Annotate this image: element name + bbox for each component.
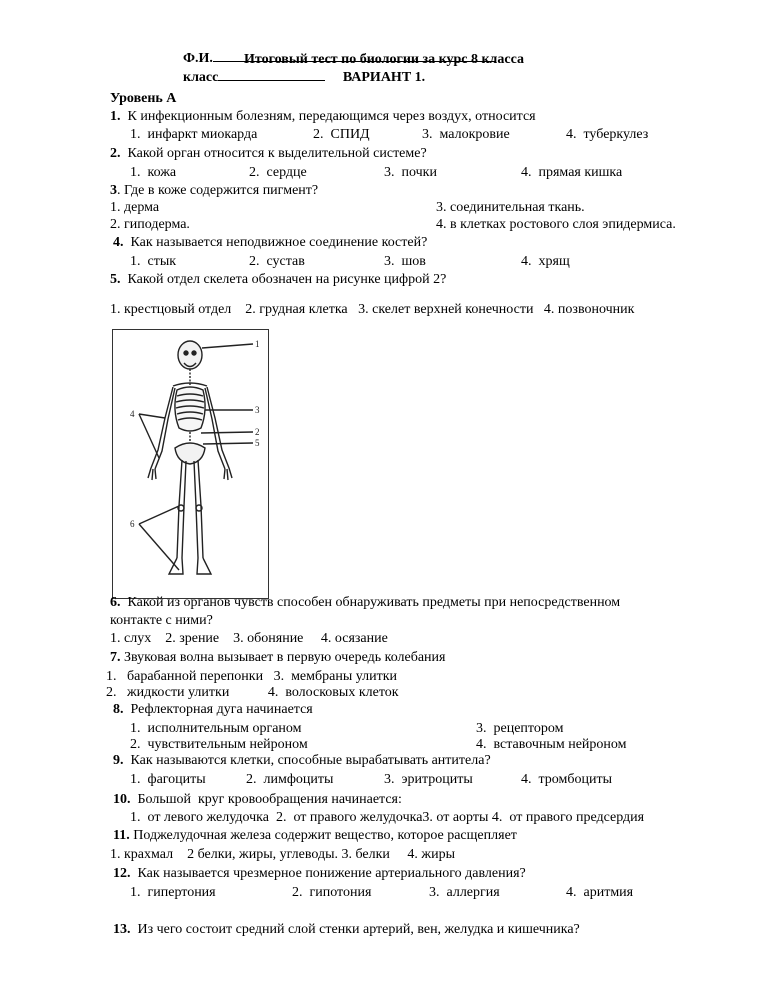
figure-label-3: 3 — [255, 405, 260, 415]
q9-answer-4: 4. тромбоциты — [521, 772, 613, 787]
q2-answer-4: 4. прямая кишка — [521, 165, 623, 180]
skeleton-drawing — [113, 330, 268, 598]
q11-answers: 1. крахмал 2 белки, жиры, углеводы. 3. белки 4. жиры — [110, 847, 455, 862]
q4-answer-4: 4. хрящ — [521, 254, 570, 269]
question-7: 7. Звуковая волна вызывает в первую очередь колебания — [110, 650, 446, 665]
q12-answer-4: 4. аритмия — [566, 885, 634, 900]
q8-answer-4: 4. вставочным нейроном — [476, 737, 627, 752]
q2-answer-2: 2. сердце — [249, 165, 307, 180]
skeleton-figure — [112, 329, 269, 599]
figure-label-1: 1 — [255, 339, 260, 349]
level-title: Уровень А — [110, 91, 177, 106]
q4-answer-1: 1. стык — [130, 254, 177, 269]
question-5: 5. Какой отдел скелета обозначен на рисунке цифрой 2? — [110, 272, 447, 287]
test-title: Итоговый тест по биологии за курс 8 класса — [244, 52, 524, 67]
question-8: 8. Рефлекторная дуга начинается — [113, 702, 313, 717]
question-6: 6. Какой из органов чувств способен обнаруживать предметы при непосредственном — [110, 595, 621, 610]
question-12: 12. Как называется чрезмерное понижение артериального давления? — [113, 866, 526, 881]
q8-answer-3: 3. рецептором — [476, 721, 564, 736]
question-4: 4. Как называется неподвижное соединение костей? — [113, 235, 428, 250]
q9-answer-1: 1. фагоциты — [130, 772, 206, 787]
figure-label-6: 6 — [130, 519, 135, 529]
q12-answer-2: 2. гипотония — [292, 885, 372, 900]
question-2: 2. Какой орган относится к выделительной системе? — [110, 146, 427, 161]
q6-answers: 1. слух 2. зрение 3. обоняние 4. осязание — [110, 631, 388, 646]
q4-answer-3: 3. шов — [384, 254, 426, 269]
question-9: 9. Как называются клетки, способные вырабатывать антитела? — [113, 753, 491, 768]
q12-answer-3: 3. аллергия — [429, 885, 500, 900]
variant-title: ВАРИАНТ 1. — [342, 70, 426, 85]
fio-label: Ф.И. — [183, 51, 213, 66]
q3-answer-2: 2. гиподерма. — [110, 217, 190, 232]
q9-answer-2: 2. лимфоциты — [246, 772, 334, 787]
q12-answer-1: 1. гипертония — [130, 885, 216, 900]
q4-answer-2: 2. сустав — [249, 254, 305, 269]
q1-answer-1: 1. инфаркт миокарда — [130, 127, 258, 142]
q2-answer-1: 1. кожа — [130, 165, 177, 180]
q1-answer-3: 3. малокровие — [422, 127, 510, 142]
q5-answers: 1. крестцовый отдел 2. грудная клетка 3. скелет верхней конечности 4. позвоночник — [110, 302, 635, 317]
class-label: класс — [183, 70, 219, 85]
q3-answer-3: 3. соединительная ткань. — [436, 200, 585, 215]
figure-label-2: 2 — [255, 427, 260, 437]
q10-answers: 1. от левого желудочка 2. от правого желудочка3. от аорты 4. от правого предсердия — [130, 810, 645, 825]
q9-answer-3: 3. эритроциты — [384, 772, 473, 787]
question-3: 3. Где в коже содержится пигмент? — [110, 183, 319, 198]
q1-answer-4: 4. туберкулез — [566, 127, 649, 142]
q8-answer-1: 1. исполнительным органом — [130, 721, 302, 736]
q7-answers-line-1: 1. барабанной перепонки 3. мембраны улитки — [106, 669, 398, 684]
question-6-cont: контакте с ними? — [110, 613, 213, 628]
q8-answer-2: 2. чувствительным нейроном — [130, 737, 308, 752]
figure-label-4: 4 — [130, 409, 135, 419]
question-1: 1. К инфекционным болезням, передающимся через воздух, относится — [110, 109, 536, 124]
question-10: 10. Большой круг кровообращения начинается: — [113, 792, 402, 807]
question-11: 11. Поджелудочная железа содержит вещество, которое расщепляет — [113, 828, 517, 843]
q1-answer-2: 2. СПИД — [313, 127, 370, 142]
q3-answer-1: 1. дерма — [110, 200, 160, 215]
question-13: 13. Из чего состоит средний слой стенки артерий, вен, желудка и кишечника? — [113, 922, 580, 937]
q7-answers-line-2: 2. жидкости улитки 4. волосковых клеток — [106, 685, 399, 700]
q2-answer-3: 3. почки — [384, 165, 437, 180]
figure-label-5: 5 — [255, 438, 260, 448]
q3-answer-4: 4. в клетках ростового слоя эпидермиса. — [436, 217, 676, 232]
